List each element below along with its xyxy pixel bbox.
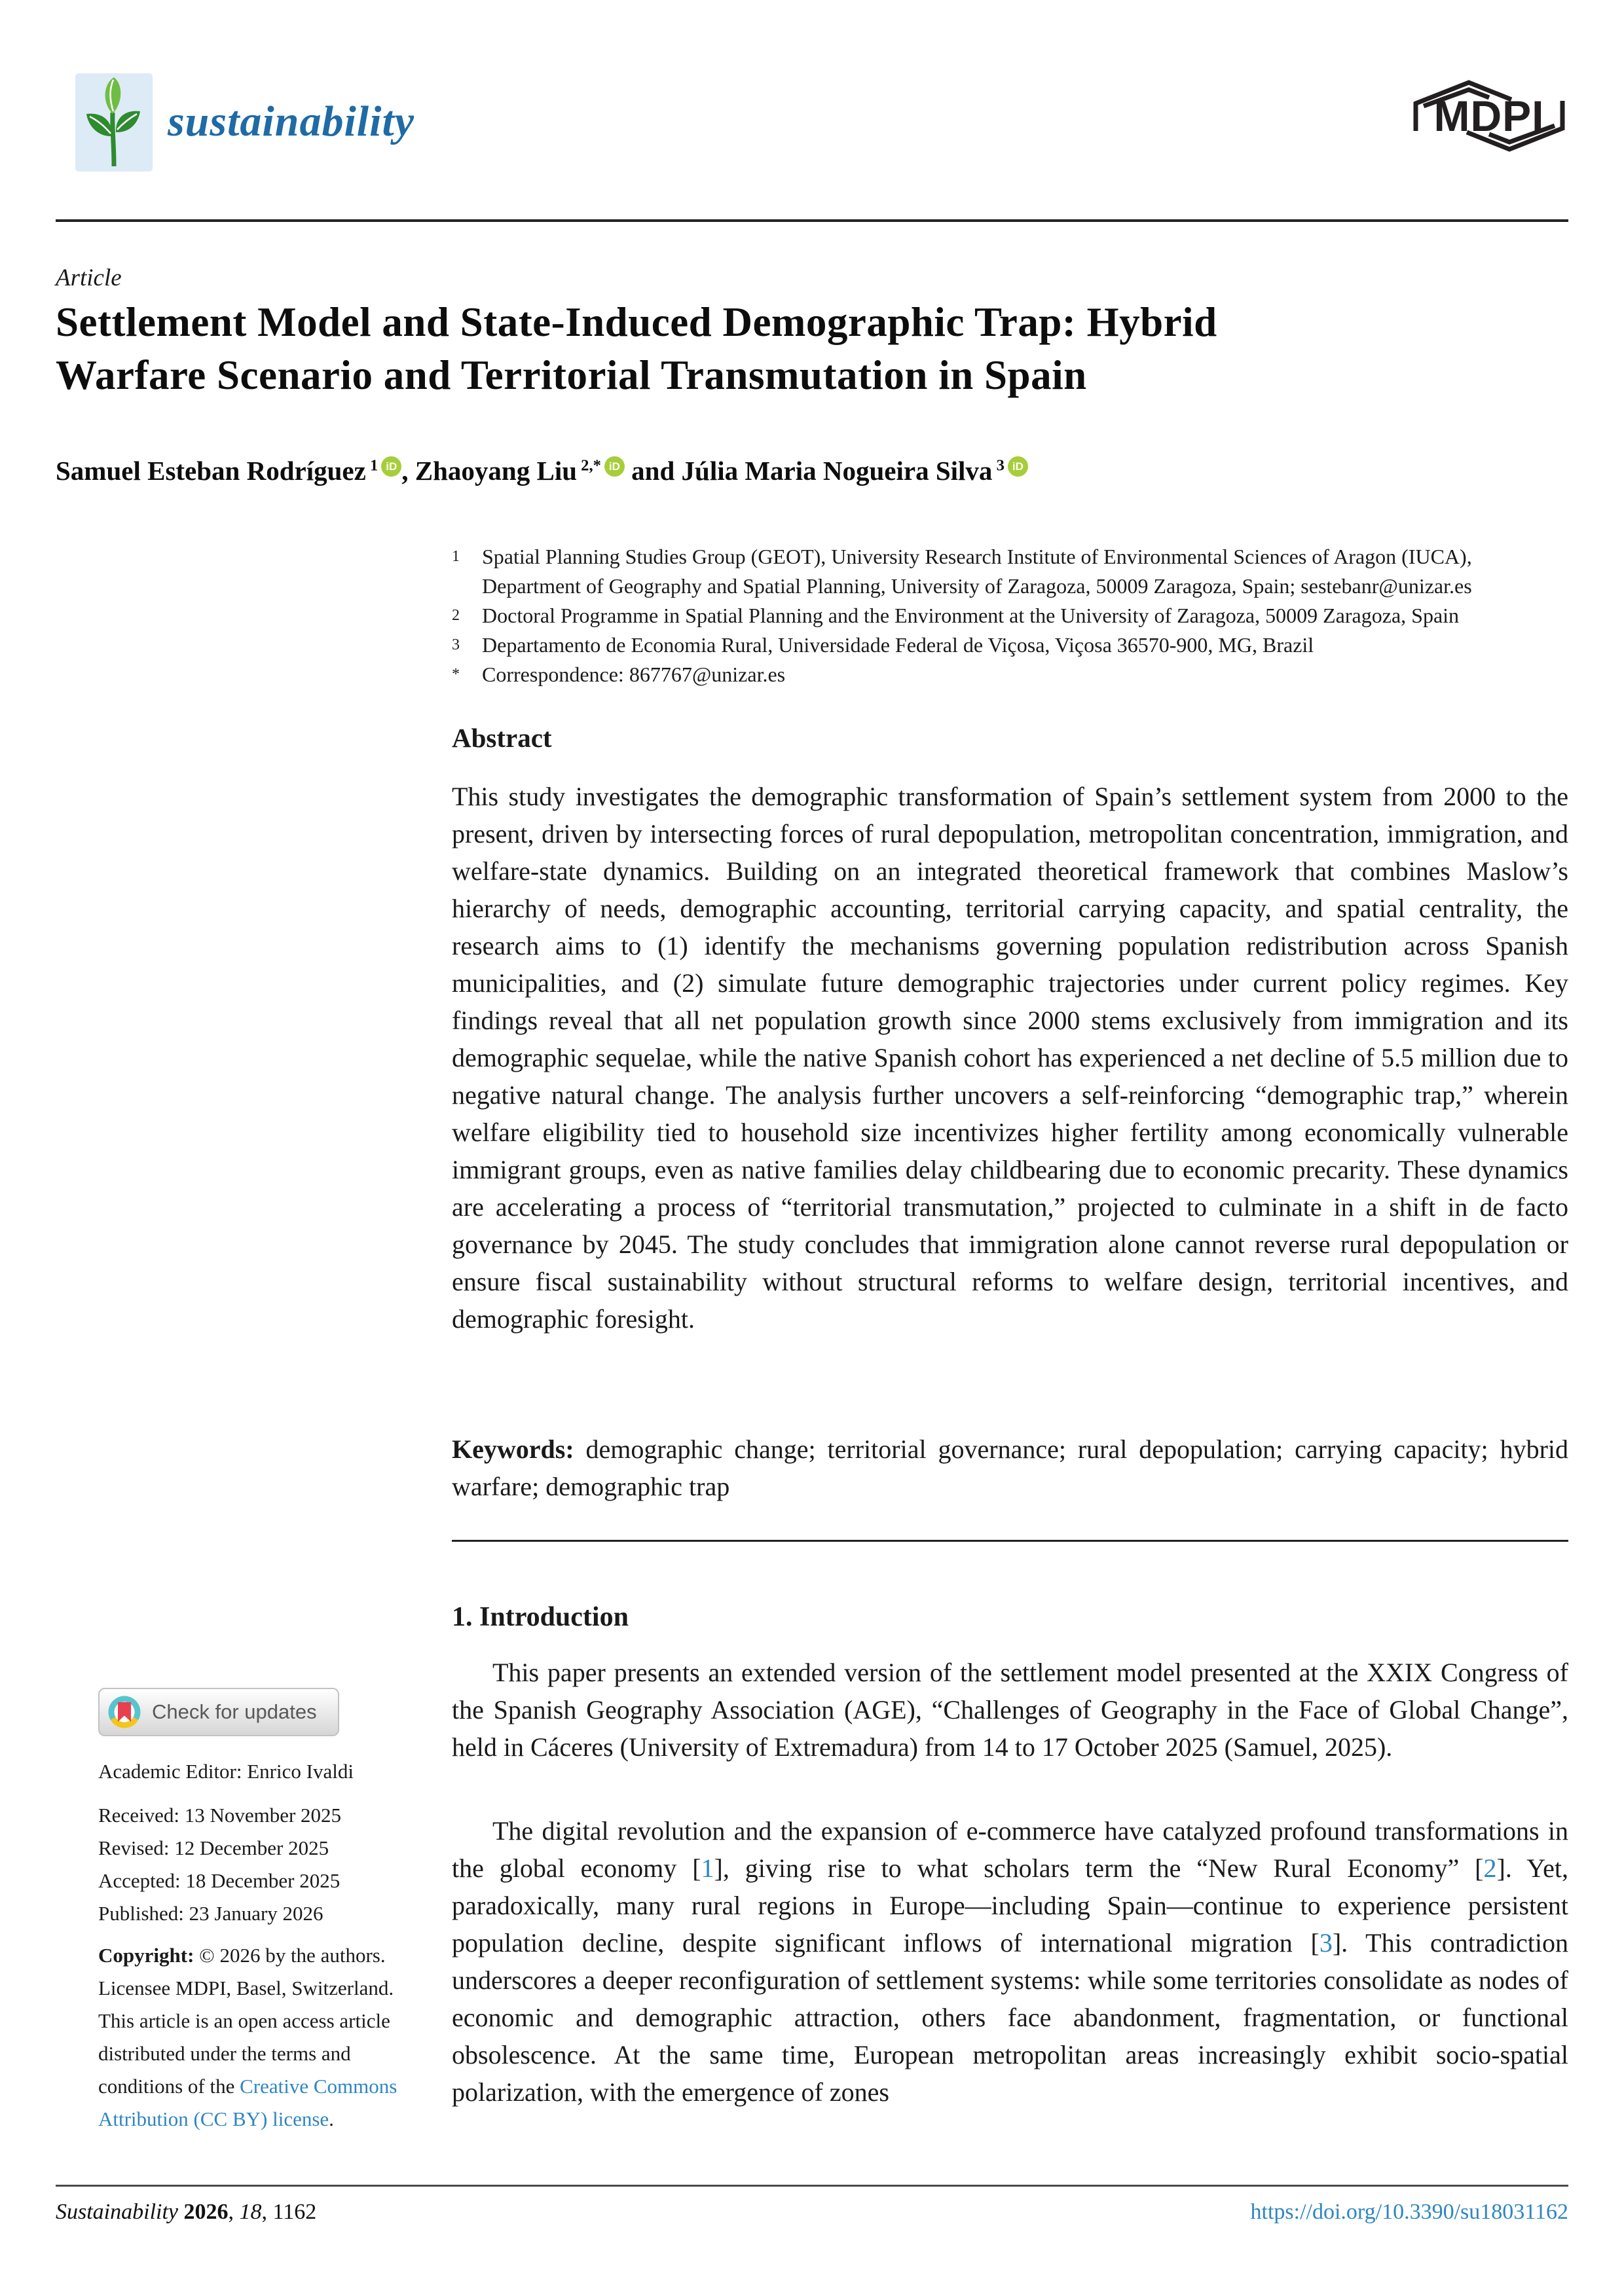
intro-paragraph-1: This paper presents an extended version of the settlement model presented at the XXIX Congress of the Spanish Geography Association (AGE), “Challenges of Geography in the Face of Global Change”, held in Cáceres (University of Extremadura) from 14 to 17 October 2025 (Samuel, 2025). <box>452 1658 1568 1762</box>
title-line-1: Settlement Model and State-Induced Demographic Trap: Hybrid <box>56 299 1217 345</box>
author-name: Samuel Esteban Rodríguez <box>56 456 366 486</box>
sustainability-logo <box>75 73 153 172</box>
journal-name: sustainability <box>168 98 415 145</box>
footer-journal: Sustainability <box>56 2200 178 2224</box>
author-affiliation-superscript: 3 <box>992 456 1005 475</box>
affiliation-row <box>452 542 1568 601</box>
keywords-label: Keywords: <box>452 1434 574 1464</box>
author-affiliation-superscript: 2,* <box>577 456 601 475</box>
footer-volume: 18 <box>239 2200 262 2224</box>
footer-page: 1162 <box>272 2200 317 2224</box>
keywords-text: demographic change; territorial governance; rural depopulation; carrying capacity; hybrid warfare; demographic trap <box>452 1434 1568 1501</box>
footer-citation: Sustainability 2026, 18, 1162 <box>56 2200 317 2224</box>
orcid-icon[interactable]: iD <box>1008 456 1028 477</box>
abstract-body: This study investigates the demographic transformation of Spain’s settlement system from 2000 to the present, driven by intersecting forces of rural depopulation, metropolitan concentration, immigration, and welfare-state dynamics. Building on an integrated theoretical framework that combines Maslow’s hierarchy of needs, demographic accounting, territorial carrying capacity, and spatial centrality, the research aims to (1) identify the mechanisms governing population redistribution across Spanish municipalities, and (2) simulate future demographic trajectories under current policy regimes. Key findings reveal that all net population growth since 2000 stems exclusively from immigration and its demographic sequelae, while the native Spanish cohort has experienced a net decline of 5.5 million due to negative natural change. The analysis further uncovers a self-reinforcing “demographic trap,” wherein welfare eligibility tied to household size incentivizes higher fertility among economically vulnerable immigrant groups, even as native families delay childbearing due to economic precarity. These dynamics are accelerating a process of “territorial transmutation,” projected to culminate in a shift in de facto governance by 2045. The study concludes that immigration alone cannot reverse rural depopulation or ensure fiscal sustainability without structural reforms to welfare design, territorial incentives, and demographic foresight. <box>452 782 1568 1334</box>
received-date: Received: 13 November 2025 <box>98 1804 342 1827</box>
affiliation-marker: * <box>452 666 460 683</box>
page-title <box>56 296 1581 402</box>
plant-icon <box>75 73 153 172</box>
inline-link[interactable]: Creative Commons Attribution (CC BY) license <box>98 2075 397 2130</box>
abstract-heading: Abstract <box>452 723 552 753</box>
affiliation-marker: 1 <box>452 548 460 565</box>
svg-text:MDPI: MDPI <box>1433 92 1545 140</box>
accepted-date: Accepted: 18 December 2025 <box>98 1869 341 1892</box>
affiliations-list <box>452 542 1568 689</box>
crossmark-icon <box>107 1695 141 1729</box>
academic-editor: Academic Editor: Enrico Ivaldi <box>98 1760 354 1783</box>
affiliation-text: Correspondence: 867767@unizar.es <box>482 663 786 686</box>
check-for-updates-label: Check for updates <box>152 1700 317 1723</box>
author-affiliation-superscript: 1 <box>365 456 378 475</box>
affiliation-row <box>452 660 1568 689</box>
inline-link[interactable]: 2 <box>1483 1853 1497 1883</box>
footer-year: 2026 <box>183 2200 229 2224</box>
article-type-label: Article <box>56 264 122 291</box>
affiliation-row <box>452 601 1568 630</box>
author-name: Júlia Maria Nogueira Silva <box>681 456 993 486</box>
mdpi-logo <box>1407 76 1572 159</box>
keywords-divider <box>452 1540 1568 1542</box>
authors-line: Samuel Esteban Rodríguez $^1$ iD , Zhaoyang Liu $^{2,*}$ iD and Júlia Maria Nogueira Silva $^3$ iD <box>56 455 1581 486</box>
header-rule <box>56 219 1568 222</box>
copyright-notice: Copyright: © 2026 by the authors. Licensee MDPI, Basel, Switzerland. This article is an open access article distributed under the terms and conditions of the Creative Commons Attribution (CC BY) license. <box>98 1944 397 2130</box>
section-heading-introduction: 1. Introduction <box>452 1602 629 1632</box>
inline-link[interactable]: 3 <box>1319 1928 1333 1958</box>
affiliation-marker: 3 <box>452 636 460 653</box>
affiliation-text: Doctoral Programme in Spatial Planning and the Environment at the University of Zaragoza, 50009 Zaragoza, Spain <box>482 604 1460 627</box>
title-line-2: Warfare Scenario and Territorial Transmutation in Spain <box>56 352 1087 398</box>
revised-date: Revised: 12 December 2025 <box>98 1836 329 1859</box>
intro-paragraph-2: The digital revolution and the expansion of e-commerce have catalyzed profound transformations in the global economy [1], giving rise to what scholars term the “New Rural Economy” [2]. Yet, paradoxically, many rural regions in Europe—including Spain—continue to experience persistent population decline, despite significant inflows of international migration [3]. This contradiction underscores a deeper reconfiguration of settlement systems: while some territories consolidate as nodes of economic and demographic attraction, others face abandonment, fragmentation, or functional obsolescence. At the same time, European metropolitan areas increasingly exhibit socio-spatial polarization, with the emergence of zones <box>452 1816 1568 2107</box>
doi-link[interactable]: https://doi.org/10.3390/su18031162 <box>1250 2200 1568 2224</box>
keywords-paragraph <box>452 1430 1568 1505</box>
check-for-updates-button[interactable] <box>98 1688 339 1736</box>
affiliation-marker: 2 <box>452 607 460 624</box>
published-date: Published: 23 January 2026 <box>98 1902 323 1925</box>
affiliation-text: Spatial Planning Studies Group (GEOT), University Research Institute of Environmental Sciences of Aragon (IUCA), Department of Geography and Spatial Planning, University of Zaragoza, 50009 Zaragoza, Spain; sestebanr@unizar.es <box>482 545 1472 598</box>
inline-link[interactable]: 1 <box>701 1853 714 1883</box>
affiliation-text: Departamento de Economia Rural, Universidade Federal de Viçosa, Viçosa 36570-900, MG, Brazil <box>482 633 1314 657</box>
affiliation-row <box>452 630 1568 660</box>
footer-rule <box>56 2185 1568 2187</box>
orcid-icon[interactable]: iD <box>604 456 625 477</box>
orcid-icon[interactable]: iD <box>381 456 401 477</box>
author-name: Zhaoyang Liu <box>415 456 578 486</box>
